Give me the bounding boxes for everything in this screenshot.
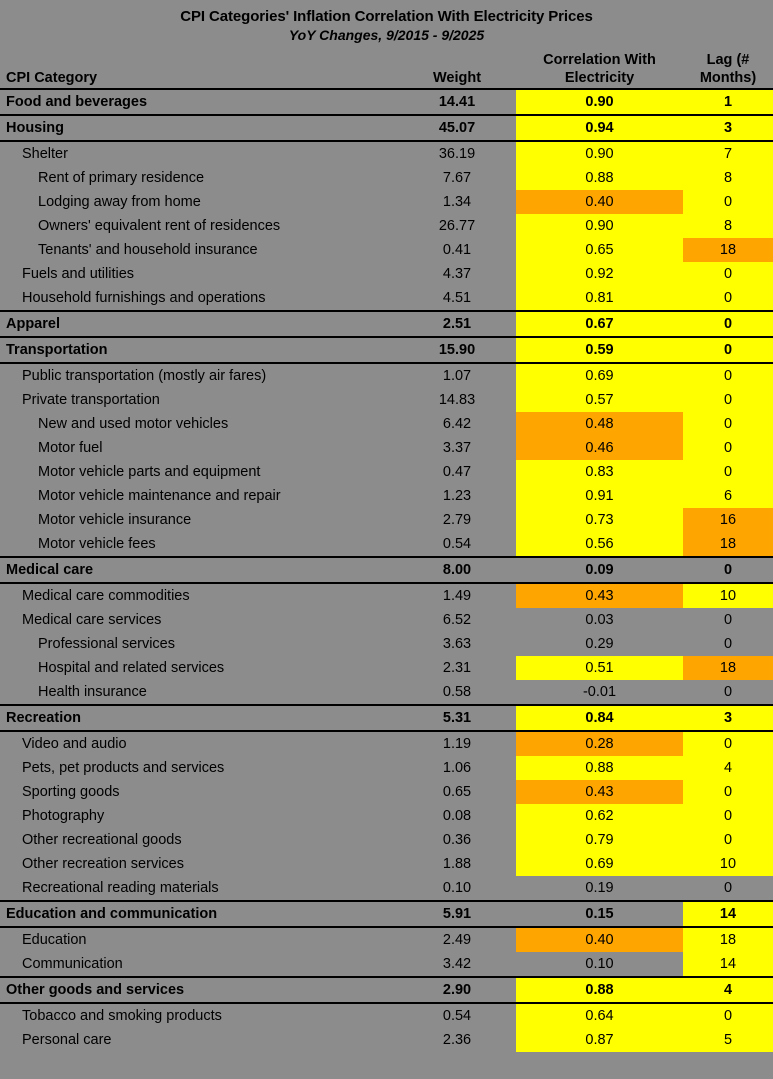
chart-subtitle: YoY Changes, 9/2015 - 9/2025 (288, 27, 485, 43)
cell-lag: 0 (683, 828, 773, 852)
cell-weight: 0.08 (398, 804, 516, 828)
cell-correlation: 0.83 (516, 460, 683, 484)
cell-correlation: 0.29 (516, 632, 683, 656)
table-row (0, 484, 773, 508)
cell-weight: 1.34 (398, 190, 516, 214)
cell-category: Video and audio (0, 731, 398, 756)
cell-correlation: 0.64 (516, 1003, 683, 1028)
table-row (0, 705, 773, 731)
cell-correlation: -0.01 (516, 680, 683, 705)
cell-weight: 5.91 (398, 901, 516, 927)
table-row (0, 656, 773, 680)
header-weight: Weight (398, 70, 516, 89)
cell-category: Tenants' and household insurance (0, 238, 398, 262)
table-row (0, 952, 773, 977)
cell-lag: 0 (683, 460, 773, 484)
cell-weight: 6.52 (398, 608, 516, 632)
cell-category: Motor vehicle parts and equipment (0, 460, 398, 484)
cell-category: Education and communication (0, 901, 398, 927)
cell-weight: 1.07 (398, 363, 516, 388)
cell-weight: 0.54 (398, 1003, 516, 1028)
cell-lag: 0 (683, 731, 773, 756)
cell-lag: 18 (683, 656, 773, 680)
cell-lag: 10 (683, 583, 773, 608)
cell-category: Food and beverages (0, 89, 398, 115)
cell-correlation: 0.90 (516, 89, 683, 115)
header-category: CPI Category (0, 70, 398, 89)
cell-correlation: 0.03 (516, 608, 683, 632)
cell-weight: 0.54 (398, 532, 516, 557)
cell-lag: 0 (683, 190, 773, 214)
table-row (0, 608, 773, 632)
table-row (0, 927, 773, 952)
cell-category: Household furnishings and operations (0, 286, 398, 311)
cell-lag: 16 (683, 508, 773, 532)
cell-lag: 3 (683, 705, 773, 731)
cell-correlation: 0.69 (516, 363, 683, 388)
cell-lag: 0 (683, 780, 773, 804)
cell-lag: 0 (683, 286, 773, 311)
cell-category: Medical care (0, 557, 398, 583)
cell-weight: 2.49 (398, 927, 516, 952)
cell-category: Medical care services (0, 608, 398, 632)
table-row (0, 731, 773, 756)
cell-category: Motor vehicle insurance (0, 508, 398, 532)
cell-weight: 45.07 (398, 115, 516, 141)
cell-weight: 4.37 (398, 262, 516, 286)
cell-weight: 14.41 (398, 89, 516, 115)
table-row (0, 852, 773, 876)
cell-correlation: 0.88 (516, 166, 683, 190)
cell-lag: 3 (683, 115, 773, 141)
cell-weight: 2.36 (398, 1028, 516, 1052)
title-block (0, 0, 773, 43)
chart-title: CPI Categories' Inflation Correlation With Electricity Prices (180, 8, 593, 25)
table-row (0, 804, 773, 828)
cell-weight: 3.63 (398, 632, 516, 656)
cell-weight: 26.77 (398, 214, 516, 238)
cell-lag: 7 (683, 141, 773, 166)
cell-category: Tobacco and smoking products (0, 1003, 398, 1028)
header-spacer-category (0, 53, 398, 70)
table-row (0, 680, 773, 705)
cell-correlation: 0.51 (516, 656, 683, 680)
cell-category: Motor vehicle fees (0, 532, 398, 557)
table-row (0, 756, 773, 780)
cell-lag: 0 (683, 363, 773, 388)
cell-weight: 8.00 (398, 557, 516, 583)
cell-weight: 2.79 (398, 508, 516, 532)
cell-correlation: 0.92 (516, 262, 683, 286)
cell-weight: 0.65 (398, 780, 516, 804)
cell-weight: 1.06 (398, 756, 516, 780)
cell-lag: 4 (683, 977, 773, 1003)
header-correlation-line2: Electricity (516, 70, 683, 89)
table-row (0, 190, 773, 214)
cell-weight: 2.51 (398, 311, 516, 337)
cell-correlation: 0.73 (516, 508, 683, 532)
header-lag-line2: Months) (683, 70, 773, 89)
cpi-table (0, 53, 773, 1052)
cell-lag: 6 (683, 484, 773, 508)
table-row (0, 508, 773, 532)
cell-weight: 1.23 (398, 484, 516, 508)
cell-weight: 14.83 (398, 388, 516, 412)
table-row (0, 363, 773, 388)
cell-correlation: 0.19 (516, 876, 683, 901)
cell-correlation: 0.94 (516, 115, 683, 141)
table-row (0, 214, 773, 238)
cell-lag: 0 (683, 337, 773, 363)
cell-weight: 36.19 (398, 141, 516, 166)
cell-category: Transportation (0, 337, 398, 363)
table-row (0, 532, 773, 557)
cell-lag: 4 (683, 756, 773, 780)
table-row (0, 388, 773, 412)
table-row (0, 876, 773, 901)
header-spacer-weight (398, 53, 516, 70)
cell-correlation: 0.43 (516, 780, 683, 804)
table-row (0, 238, 773, 262)
cell-lag: 1 (683, 89, 773, 115)
cell-category: Photography (0, 804, 398, 828)
cell-category: Professional services (0, 632, 398, 656)
cell-lag: 8 (683, 214, 773, 238)
cell-weight: 0.36 (398, 828, 516, 852)
cell-weight: 3.37 (398, 436, 516, 460)
cell-lag: 0 (683, 388, 773, 412)
cell-category: Motor fuel (0, 436, 398, 460)
cell-lag: 0 (683, 262, 773, 286)
cell-correlation: 0.88 (516, 756, 683, 780)
cell-correlation: 0.56 (516, 532, 683, 557)
cell-lag: 18 (683, 927, 773, 952)
cell-category: Medical care commodities (0, 583, 398, 608)
cell-weight: 0.10 (398, 876, 516, 901)
cell-lag: 0 (683, 876, 773, 901)
cell-lag: 14 (683, 952, 773, 977)
cell-category: Personal care (0, 1028, 398, 1052)
cell-weight: 7.67 (398, 166, 516, 190)
cell-lag: 0 (683, 680, 773, 705)
cell-category: Hospital and related services (0, 656, 398, 680)
table-row (0, 780, 773, 804)
table-row (0, 460, 773, 484)
cell-correlation: 0.65 (516, 238, 683, 262)
cell-category: Health insurance (0, 680, 398, 705)
cell-weight: 0.58 (398, 680, 516, 705)
cell-weight: 0.41 (398, 238, 516, 262)
cell-lag: 0 (683, 436, 773, 460)
cell-category: Motor vehicle maintenance and repair (0, 484, 398, 508)
table-row (0, 262, 773, 286)
cell-lag: 18 (683, 238, 773, 262)
cell-correlation: 0.88 (516, 977, 683, 1003)
cell-weight: 0.47 (398, 460, 516, 484)
table-row (0, 311, 773, 337)
cell-category: Sporting goods (0, 780, 398, 804)
table-row (0, 557, 773, 583)
cell-correlation: 0.10 (516, 952, 683, 977)
cell-lag: 10 (683, 852, 773, 876)
table-row (0, 89, 773, 115)
cell-correlation: 0.62 (516, 804, 683, 828)
cell-lag: 8 (683, 166, 773, 190)
table-row (0, 286, 773, 311)
header-correlation-line1: Correlation With (516, 53, 683, 70)
cell-weight: 5.31 (398, 705, 516, 731)
cell-lag: 0 (683, 804, 773, 828)
table-header (0, 53, 773, 89)
cell-category: Private transportation (0, 388, 398, 412)
table-row (0, 583, 773, 608)
cell-category: Public transportation (mostly air fares) (0, 363, 398, 388)
cell-correlation: 0.43 (516, 583, 683, 608)
cell-weight: 15.90 (398, 337, 516, 363)
cell-weight: 3.42 (398, 952, 516, 977)
cell-category: Rent of primary residence (0, 166, 398, 190)
cell-category: Communication (0, 952, 398, 977)
cell-correlation: 0.48 (516, 412, 683, 436)
cell-category: Housing (0, 115, 398, 141)
cell-correlation: 0.57 (516, 388, 683, 412)
cell-correlation: 0.81 (516, 286, 683, 311)
cell-correlation: 0.28 (516, 731, 683, 756)
cell-category: Other recreational goods (0, 828, 398, 852)
cell-category: Education (0, 927, 398, 952)
table-row (0, 1028, 773, 1052)
table-row (0, 166, 773, 190)
cell-category: Owners' equivalent rent of residences (0, 214, 398, 238)
cell-correlation: 0.09 (516, 557, 683, 583)
table-body (0, 89, 773, 1052)
cell-category: Shelter (0, 141, 398, 166)
cell-category: Recreational reading materials (0, 876, 398, 901)
cell-correlation: 0.40 (516, 190, 683, 214)
table-row (0, 901, 773, 927)
cell-category: Other goods and services (0, 977, 398, 1003)
cell-correlation: 0.59 (516, 337, 683, 363)
cell-category: Fuels and utilities (0, 262, 398, 286)
cell-correlation: 0.67 (516, 311, 683, 337)
table-row (0, 632, 773, 656)
cell-lag: 18 (683, 532, 773, 557)
cell-lag: 0 (683, 632, 773, 656)
cell-category: Lodging away from home (0, 190, 398, 214)
table-row (0, 115, 773, 141)
cell-lag: 0 (683, 557, 773, 583)
cell-lag: 5 (683, 1028, 773, 1052)
cell-weight: 2.31 (398, 656, 516, 680)
table-row (0, 1003, 773, 1028)
cell-lag: 0 (683, 412, 773, 436)
cell-correlation: 0.79 (516, 828, 683, 852)
cell-weight: 4.51 (398, 286, 516, 311)
cell-correlation: 0.15 (516, 901, 683, 927)
cell-category: Apparel (0, 311, 398, 337)
header-lag-line1: Lag (# (683, 53, 773, 70)
cell-weight: 1.19 (398, 731, 516, 756)
cell-correlation: 0.69 (516, 852, 683, 876)
cell-correlation: 0.90 (516, 214, 683, 238)
cell-lag: 0 (683, 1003, 773, 1028)
cell-correlation: 0.87 (516, 1028, 683, 1052)
cell-correlation: 0.90 (516, 141, 683, 166)
cell-category: New and used motor vehicles (0, 412, 398, 436)
cell-lag: 14 (683, 901, 773, 927)
cell-correlation: 0.40 (516, 927, 683, 952)
cell-weight: 2.90 (398, 977, 516, 1003)
cell-lag: 0 (683, 311, 773, 337)
table-row (0, 141, 773, 166)
table-row (0, 977, 773, 1003)
cell-correlation: 0.84 (516, 705, 683, 731)
cell-correlation: 0.91 (516, 484, 683, 508)
cell-correlation: 0.46 (516, 436, 683, 460)
cell-weight: 6.42 (398, 412, 516, 436)
cell-weight: 1.88 (398, 852, 516, 876)
cell-category: Other recreation services (0, 852, 398, 876)
cell-category: Pets, pet products and services (0, 756, 398, 780)
table-row (0, 828, 773, 852)
table-row (0, 412, 773, 436)
cell-lag: 0 (683, 608, 773, 632)
cell-category: Recreation (0, 705, 398, 731)
table-row (0, 436, 773, 460)
table-row (0, 337, 773, 363)
cell-weight: 1.49 (398, 583, 516, 608)
